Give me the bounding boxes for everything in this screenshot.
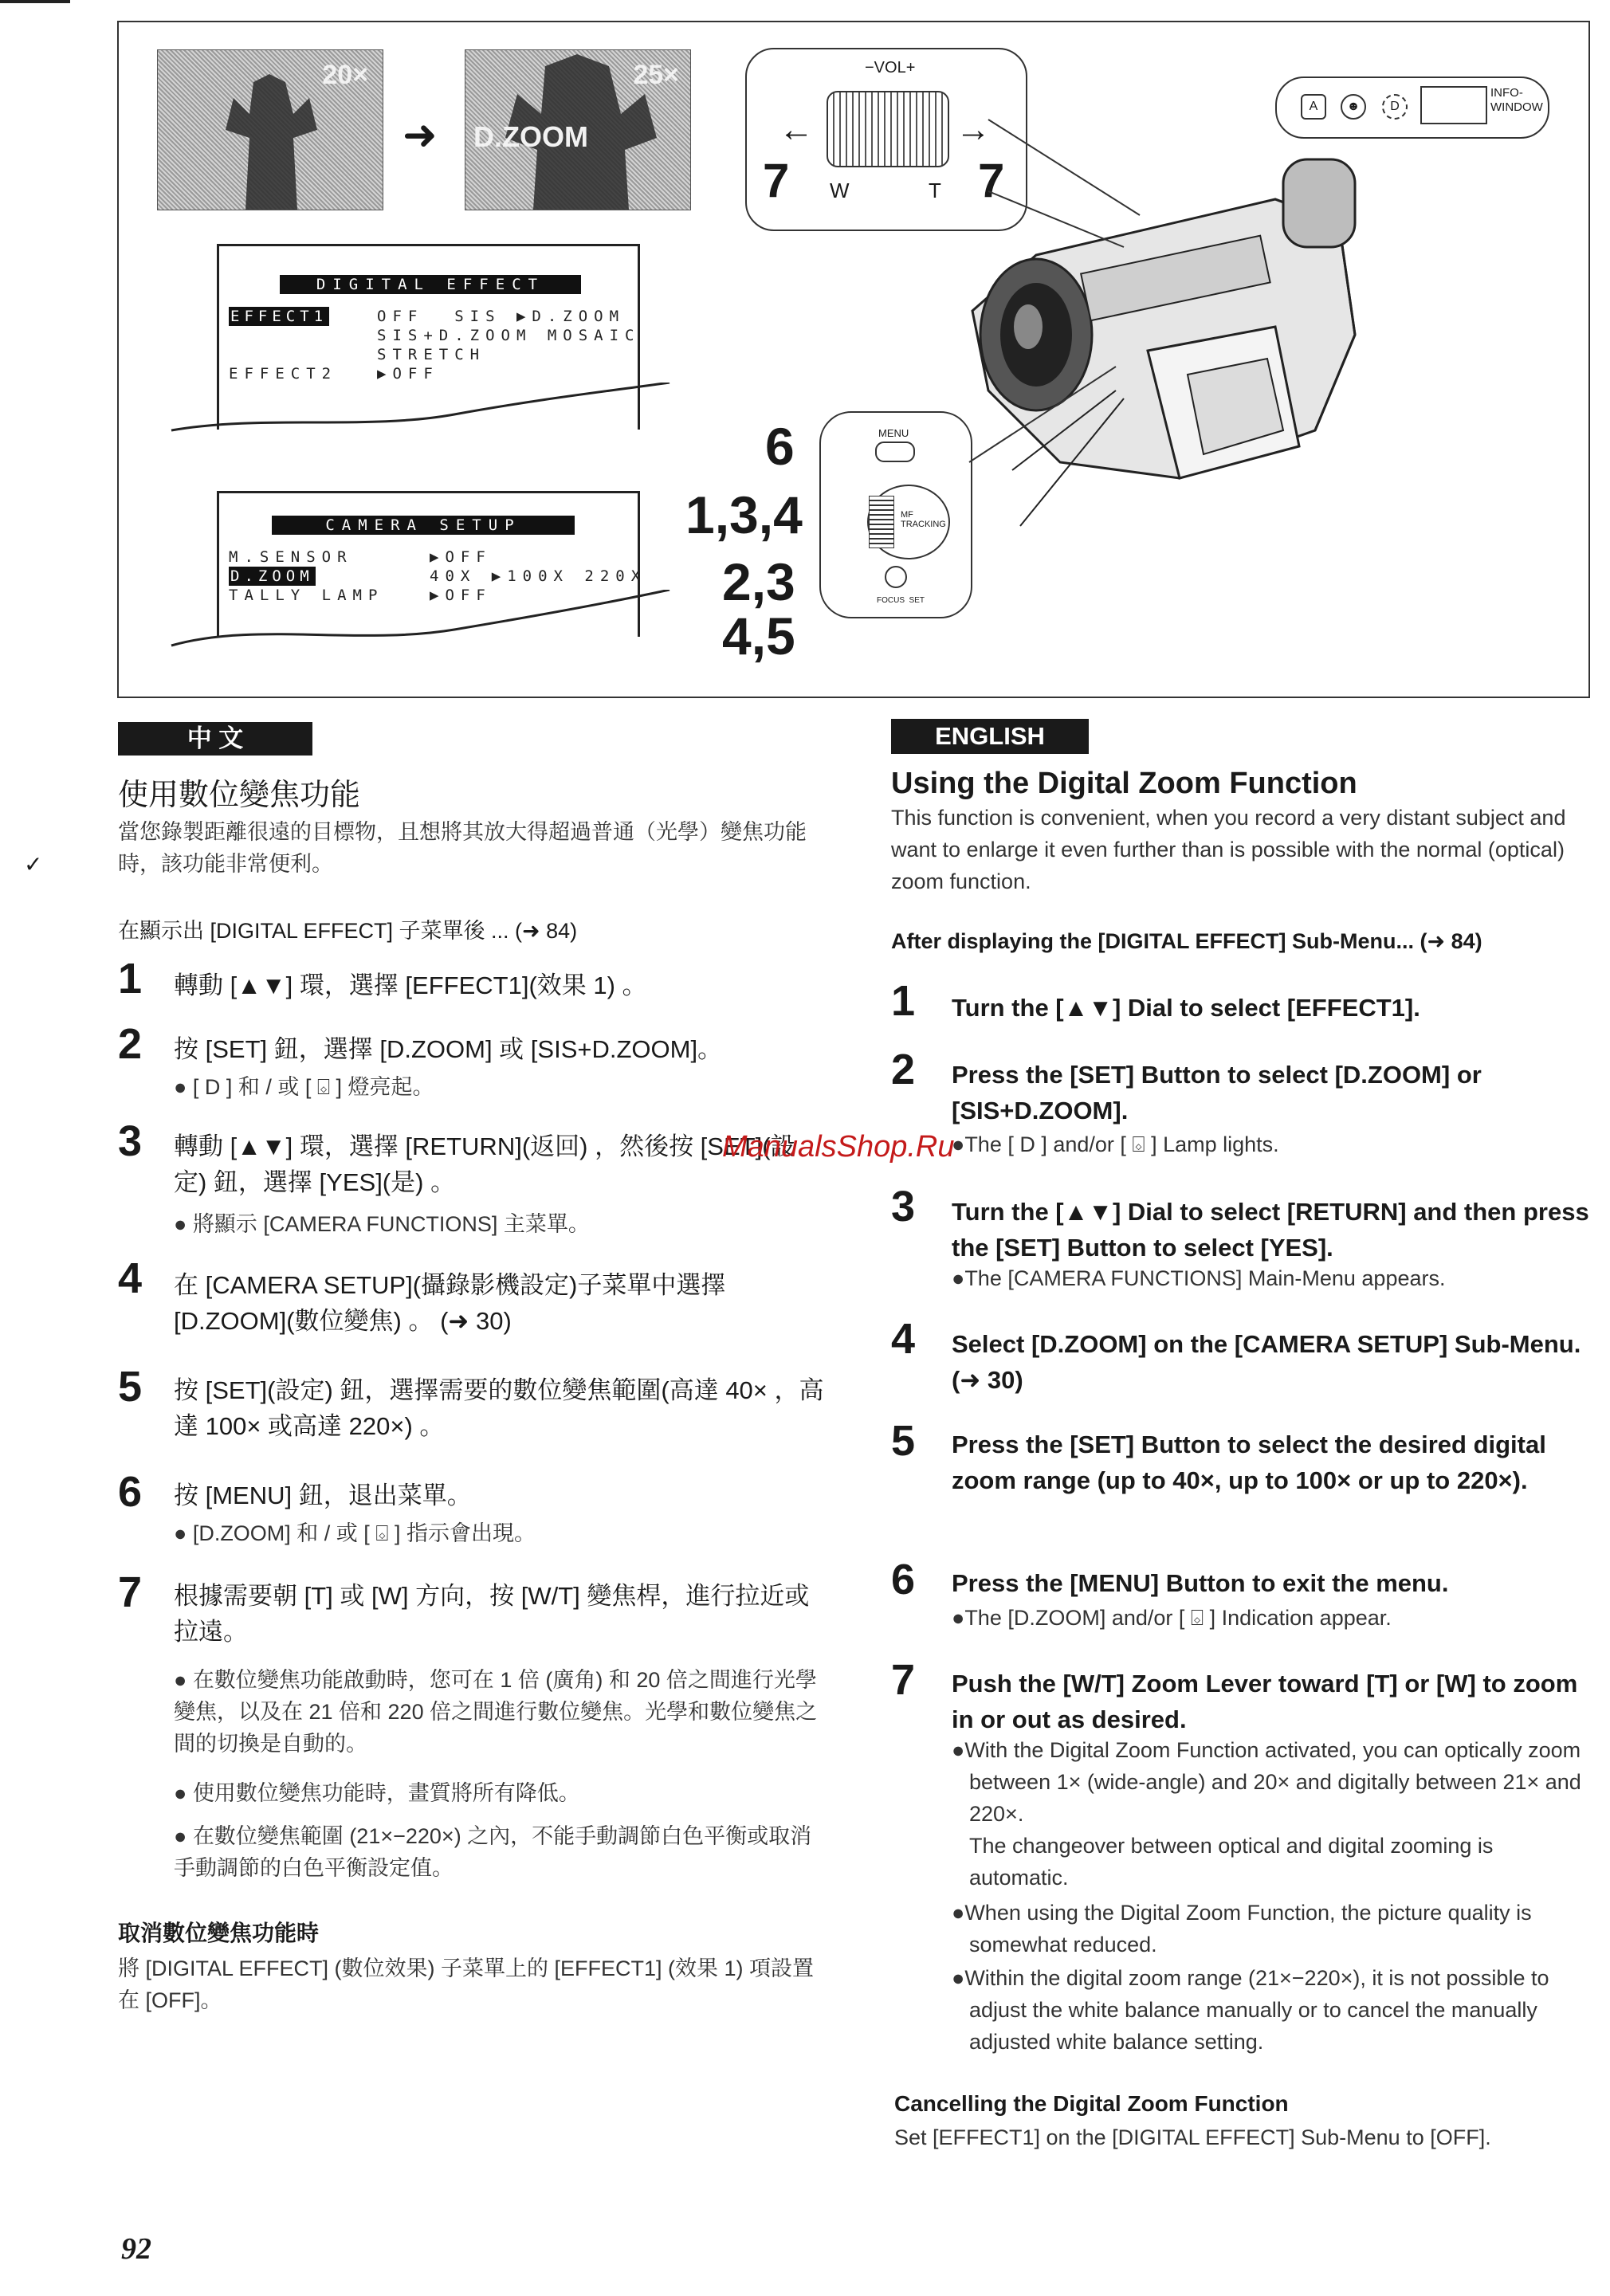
step-bullet: ●When using the Digital Zoom Function, the picture quality is somewhat reduced. [952, 1901, 1532, 1957]
step-bullet: ● 在數位變焦功能啟動時，您可在 1 倍 (廣角) 和 20 倍之間進行光學變焦，以及在 21 倍和 220 倍之間進行數位變焦。光學和數位變焦之間的切換是自動的。 [174, 1668, 818, 1756]
step-number: 2 [118, 1020, 143, 1068]
menu-row-value: ▶OFF [377, 365, 439, 383]
menu-row-label: TALLY LAMP [229, 587, 384, 604]
step-bullet: ●Within the digital zoom range (21×−220×), it is not possible to adjust the white balance manually or to cancel the manually adjusted white balance setting. [952, 1966, 1549, 2054]
callout-leader-lines [980, 80, 1219, 287]
step-text: Turn the [▲▼] Dial to select [EFFECT1]. [952, 994, 1420, 1022]
step-number: 1 [891, 977, 916, 1025]
zoom-photo-digital [465, 49, 691, 210]
margin-mark-icon: ✓ [24, 852, 43, 877]
step-text: 根據需要朝 [T] 或 [W] 方向，按 [W/T] 變焦桿，進行拉近或拉遠。 [174, 1582, 810, 1646]
step-bullet: ● 在數位變焦範圍 (21×−220×) 之內，不能手動調節白色平衡或取消手動調節的白色平衡設定值。 [174, 1824, 812, 1880]
intro-english: This function is convenient, when you record a very distant subject and want to enlarge it even further than is possible with the normal (optical) zoom function. [891, 806, 1566, 893]
step-text: Turn the [▲▼] Dial to select [RETURN] and then press the [SET] Button to select [YES]. [952, 1198, 1589, 1262]
step-number: 4 [891, 1315, 916, 1363]
step-bullet: ● 將顯示 [CAMERA FUNCTIONS] 主菜單。 [174, 1212, 590, 1236]
dial-wheel-icon [869, 496, 894, 548]
set-button[interactable] [885, 566, 907, 588]
w-label: W [830, 179, 850, 202]
step-number: 5 [118, 1363, 143, 1411]
step-number: 2 [891, 1046, 916, 1093]
step-text: Press the [SET] Button to select the desired digital zoom range (up to 40×, up to 100× or up to 220×). [952, 1431, 1546, 1494]
cancel-title-chinese: 取消數位變焦功能時 [118, 1921, 320, 1945]
button-panel-callout [819, 411, 972, 618]
zoom-level-label: 20× [322, 60, 368, 90]
zoom-level-label: 25× [633, 60, 679, 90]
prerequisite-english: After displaying the [DIGITAL EFFECT] Sub-Menu... (➜ 84) [891, 929, 1482, 953]
menu-button[interactable] [875, 442, 915, 462]
focus-set-label: FOCUS SET [877, 596, 925, 605]
a-lamp-icon: A [1301, 94, 1326, 120]
step-bullet: ●The [ D ] and/or [ ⌺ ] Lamp lights. [952, 1132, 1279, 1156]
step-bullet: ●The [CAMERA FUNCTIONS] Main-Menu appears. [952, 1266, 1446, 1290]
language-badge-chinese: 中 文 [118, 722, 312, 756]
menu-row-label: EFFECT2 [229, 365, 338, 383]
step-text: Press the [SET] Button to select [D.ZOOM] or [SIS+D.ZOOM]. [952, 1061, 1482, 1124]
step-text: 轉動 [▲▼] 環，選擇 [EFFECT1](效果 1) 。 [174, 971, 647, 999]
callout-number: 7 [978, 154, 1005, 207]
callout-leader-line [964, 351, 1124, 510]
d-lamp-icon: D [1382, 94, 1408, 120]
step-text: 按 [SET] 鈕，選擇 [D.ZOOM] 或 [SIS+D.ZOOM]。 [174, 1035, 723, 1063]
info-window-label: INFO- WINDOW [1490, 86, 1543, 114]
zoom-photo-optical [157, 49, 383, 210]
person-lamp-icon: ☻ [1341, 94, 1366, 120]
step-bullet: ● [ D ] 和 / 或 [ ⌺ ] 燈亮起。 [174, 1075, 434, 1099]
step-number: 1 [118, 955, 143, 1003]
watermark: ManualsShop.Ru [722, 1130, 955, 1164]
language-badge-english: ENGLISH [891, 719, 1089, 754]
step-bullet: ● 使用數位變焦功能時，畫質將所有降低。 [174, 1781, 580, 1805]
menu-title: DIGITAL EFFECT [280, 275, 581, 294]
menu-row-value: ▶OFF [430, 548, 492, 566]
zoom-lever-icon [827, 91, 949, 167]
vol-label: −VOL+ [865, 59, 916, 77]
dzoom-overlay-label: D.ZOOM [473, 120, 588, 153]
step-number: 6 [891, 1556, 916, 1603]
cancel-text-english: Set [EFFECT1] on the [DIGITAL EFFECT] Sub-Menu to [OFF]. [894, 2125, 1491, 2149]
tracking-dial[interactable] [867, 485, 950, 559]
step-text: 在 [CAMERA SETUP](攝錄影機設定)子菜單中選擇 [D.ZOOM](數位變焦) 。 (➜ 30) [174, 1271, 726, 1335]
arrow-right-icon: ➜ [402, 112, 438, 159]
torn-edge-decoration [167, 383, 677, 478]
step-number: 3 [891, 1183, 916, 1230]
step-text: 按 [MENU] 鈕，退出菜單。 [174, 1482, 472, 1509]
step-number: 4 [118, 1254, 143, 1302]
callout-number: 4,5 [722, 606, 795, 665]
cancel-text-chinese: 將 [DIGITAL EFFECT] (數位效果) 子菜單上的 [EFFECT1] (效果 1) 項設置在 [OFF]。 [118, 1957, 815, 2012]
step-number: 7 [891, 1656, 916, 1704]
step-number: 7 [118, 1568, 143, 1616]
step-bullet: ● [D.ZOOM] 和 / 或 [ ⌺ ] 指示會出現。 [174, 1521, 536, 1545]
menu-row-label-selected: D.ZOOM [230, 567, 314, 585]
tracking-label: MF TRACKING [901, 510, 946, 529]
t-label: T [929, 179, 941, 202]
top-rule [0, 0, 70, 3]
prerequisite-chinese: 在顯示出 [DIGITAL EFFECT] 子菜單後 ... (➜ 84) [118, 919, 578, 943]
step-text: 按 [SET](設定) 鈕，選擇需要的數位變焦範圍(高達 40× ，高達 100× 或高達 220×) 。 [174, 1376, 824, 1440]
menu-row-label-selected: EFFECT1 [230, 308, 328, 325]
menu-row-label: M.SENSOR [229, 548, 353, 566]
callout-number: 7 [763, 154, 790, 207]
step-number: 3 [118, 1117, 143, 1165]
step-text: Push the [W/T] Zoom Lever toward [T] or [W] to zoom in or out as desired. [952, 1670, 1578, 1733]
menu-row-value: ▶OFF [430, 587, 492, 604]
menu-button-label: MENU [878, 427, 909, 439]
section-title-chinese: 使用數位變焦功能 [118, 779, 361, 812]
page-number: 92 [121, 2232, 151, 2266]
arrow-left-icon: ← [779, 110, 814, 149]
step-number: 5 [891, 1417, 916, 1465]
section-title-english: Using the Digital Zoom Function [891, 767, 1357, 800]
cancel-title-english: Cancelling the Digital Zoom Function [894, 2091, 1289, 2116]
step-text: Select [D.ZOOM] on the [CAMERA SETUP] Sub-Menu. (➜ 30) [952, 1330, 1581, 1394]
step-text: 轉動 [▲▼] 環，選擇 [RETURN](返回) ，然後按 [SET](設定) 鈕，選擇 [YES](是) 。 [174, 1132, 795, 1196]
menu-row-options: OFF SIS ▶D.ZOOM SIS+D.ZOOM MOSAIC STRETCH [377, 308, 641, 363]
callout-number: 1,3,4 [685, 485, 803, 544]
step-bullet: ●With the Digital Zoom Function activated, you can optically zoom between 1× (wide-angle) and 20× and digitally between 21× and 220×. The changeover between optical and digital zooming is automatic. [952, 1738, 1581, 1890]
menu-title: CAMERA SETUP [272, 516, 575, 535]
callout-number: 6 [765, 417, 795, 476]
arrow-right-icon: → [956, 110, 991, 149]
lamp-panel-icon [1420, 86, 1487, 124]
torn-edge-decoration [167, 590, 677, 677]
step-number: 6 [118, 1468, 143, 1516]
intro-chinese: 當您錄製距離很遠的目標物，且想將其放大得超過普通（光學）變焦功能時，該功能非常便利。 [118, 820, 807, 876]
menu-row-value: 40X ▶100X 220X [430, 567, 647, 585]
step-bullet: ●The [D.ZOOM] and/or [ ⌺ ] Indication appear. [952, 1606, 1392, 1630]
callout-number: 2,3 [722, 552, 795, 611]
step-text: Press the [MENU] Button to exit the menu. [952, 1569, 1449, 1597]
